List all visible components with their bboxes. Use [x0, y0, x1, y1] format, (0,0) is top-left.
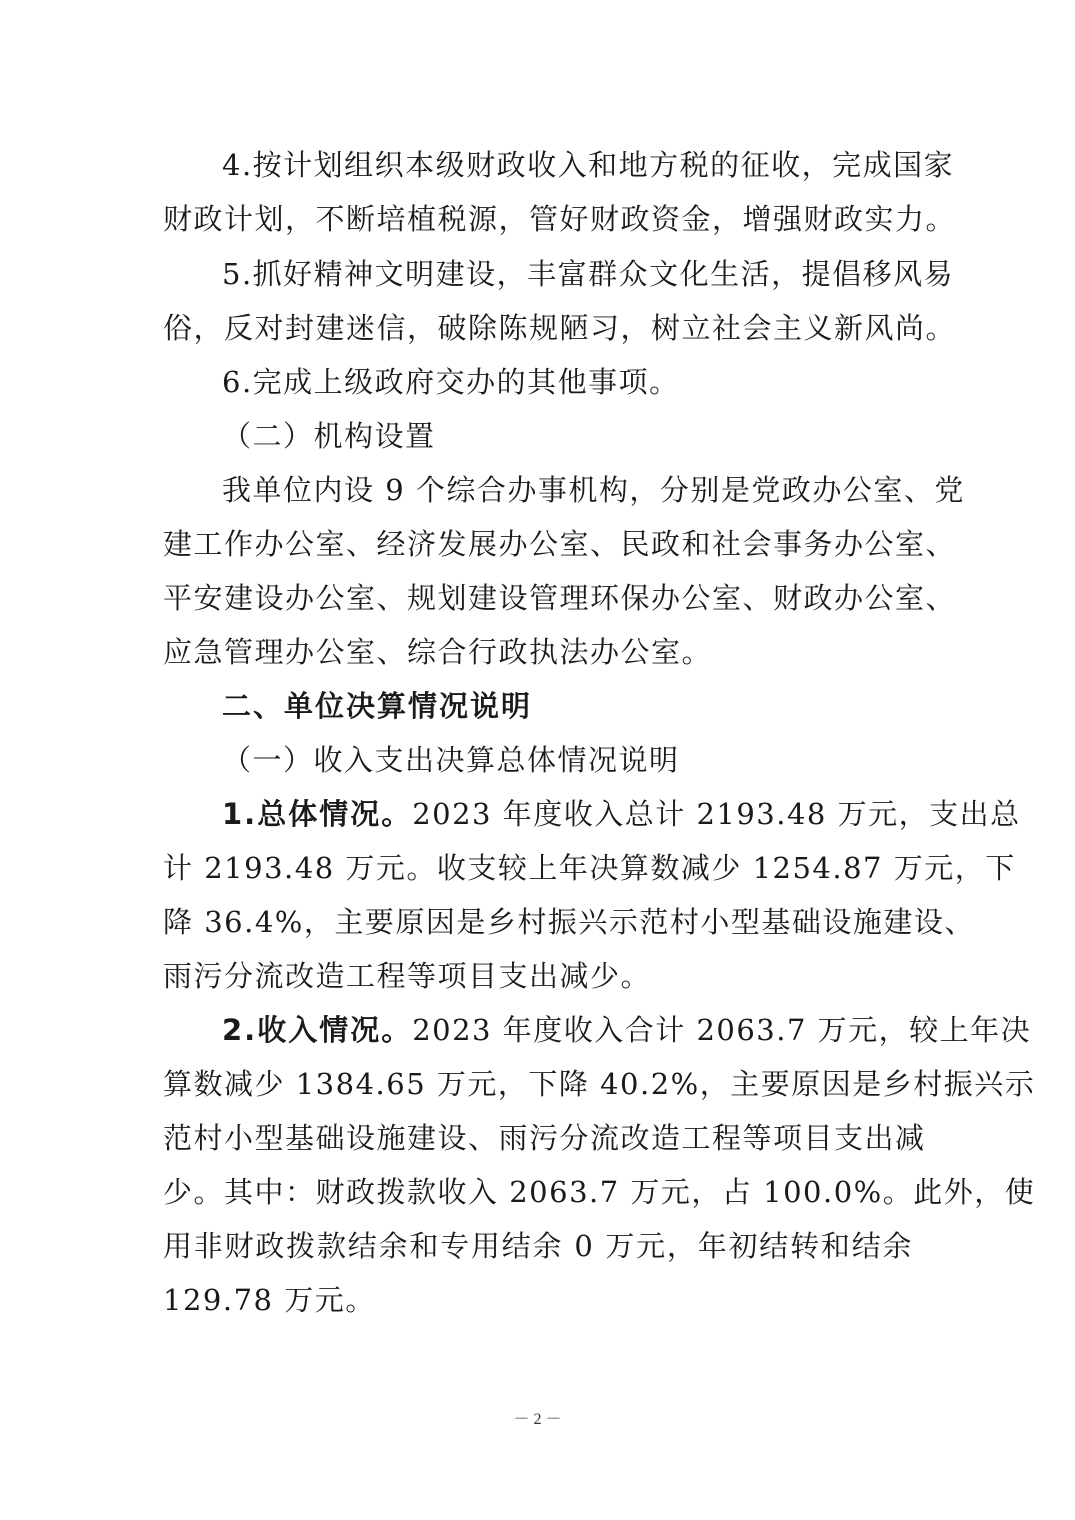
paragraph-line: 财政计划，不断培植税源，管好财政资金，增强财政实力。	[163, 202, 957, 236]
paragraph-line: 少。其中：财政拨款收入 2063.7 万元，占 100.0%。此外，使	[163, 1175, 1036, 1209]
paragraph-line: 4.按计划组织本级财政收入和地方税的征收，完成国家	[222, 148, 955, 182]
bold-lead: 2.收入情况。	[222, 1013, 413, 1047]
paragraph-line: 平安建设办公室、规划建设管理环保办公室、财政办公室、	[163, 581, 957, 615]
paragraph-line: 雨污分流改造工程等项目支出减少。	[163, 959, 652, 993]
paragraph-line: 我单位内设 9 个综合办事机构，分别是党政办公室、党	[222, 473, 965, 507]
paragraph-line: 俗，反对封建迷信，破除陈规陋习，树立社会主义新风尚。	[163, 311, 957, 345]
chapter-heading: 二、单位决算情况说明	[222, 689, 533, 723]
paragraph-line: 建工作办公室、经济发展办公室、民政和社会事务办公室、	[163, 527, 957, 561]
paragraph-line	[222, 1010, 1032, 1050]
page-number: － 2 －	[513, 1411, 562, 1428]
paragraph-line	[222, 794, 1021, 834]
paragraph-line: 129.78 万元。	[163, 1283, 376, 1317]
paragraph-line: 应急管理办公室、综合行政执法办公室。	[163, 635, 713, 669]
section-heading: （一）收入支出决算总体情况说明	[222, 743, 680, 777]
paragraph-line: 6.完成上级政府交办的其他事项。	[222, 365, 680, 399]
line-text: 2023 年度收入合计 2063.7 万元，较上年决	[412, 1013, 1032, 1047]
paragraph-line: 5.抓好精神文明建设，丰富群众文化生活，提倡移风易	[222, 257, 955, 291]
paragraph-line: 降 36.4%，主要原因是乡村振兴示范村小型基础设施建设、	[163, 905, 975, 939]
section-heading: （二）机构设置	[222, 419, 436, 453]
paragraph-line: 算数减少 1384.65 万元，下降 40.2%，主要原因是乡村振兴示	[163, 1067, 1036, 1101]
paragraph-line: 计 2193.48 万元。收支较上年决算数减少 1254.87 万元，下	[163, 851, 1016, 885]
line-text: 2023 年度收入总计 2193.48 万元，支出总	[412, 797, 1021, 831]
paragraph-line: 范村小型基础设施建设、雨污分流改造工程等项目支出减	[163, 1121, 926, 1155]
bold-lead: 1.总体情况。	[222, 797, 413, 831]
paragraph-line: 用非财政拨款结余和专用结余 0 万元，年初结转和结余	[163, 1229, 913, 1263]
